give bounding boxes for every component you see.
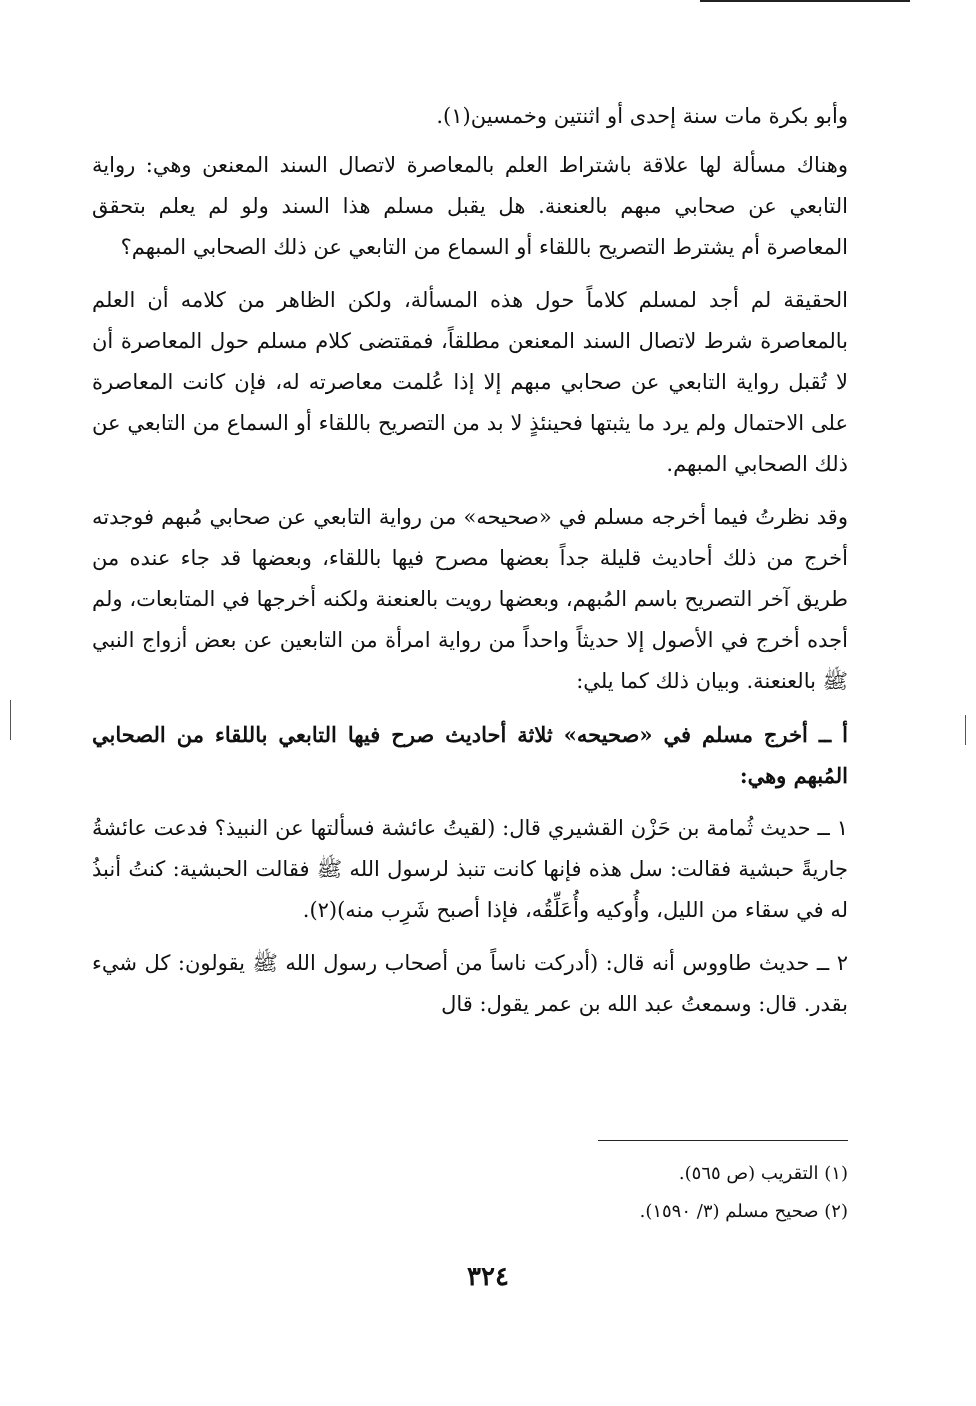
page-number: ٣٢٤ [467, 1262, 509, 1292]
paragraph-2: وهناك مسألة لها علاقة باشتراط العلم بالمعاصرة لاتصال السند المعنعن وهي: رواية التابعي عن صحابي مبهم بالعنعنة. هل يقبل مسلم هذا السند ولو لم يعلم بتحقق المعاصرة أم يشترط التصريح باللقاء أو السماع من التابعي عن ذلك الصحابي المبهم؟ [92, 153, 848, 259]
footnote-1: (١) التقريب (ص ٥٦٥). [678, 1163, 848, 1184]
section-heading-a: أ ــ أخرج مسلم في «صحيحه» ثلاثة أحاديث صرح فيها التابعي باللقاء من الصحابي المُبهم وهي: [92, 722, 848, 788]
paragraph-1: وأبو بكرة مات سنة إحدى أو اثنتين وخمسين(١). [436, 104, 848, 128]
paragraph-4: وقد نظرتُ فيما أخرجه مسلم في «صحيحه» من رواية التابعي عن صحابي مُبهم فوجدته أخرج من ذلك أحاديث قليلة جداً بعضها مصرح فيها باللقاء، وبعضها قد جاء عنده من طريق آخر التصريح باسم المُبهم، وبعضها رويت بالعنعنة ولكنه أخرجها في المتابعات، ولم أجده أخرج في الأصول إلا حديثاً واحداً من رواية امرأة من التابعين عن بعض أزواج النبي ﷺ بالعنعنة. وبيان ذلك كما يلي: [92, 505, 848, 693]
hadith-2: ٢ ــ حديث طاووس أنه قال: (أدركت ناساً من أصحاب رسول الله ﷺ يقولون: كل شيء بقدر. قال: وسمعتُ عبد الله بن عمر يقول: قال [92, 951, 848, 1016]
top-rule [700, 0, 910, 5]
footnote-2: (٢) صحيح مسلم (٣/ ١٥٩٠). [639, 1201, 848, 1222]
margin-mark [10, 700, 11, 740]
page-body [92, 96, 848, 1037]
paragraph-3: الحقيقة لم أجد لمسلم كلاماً حول هذه المسألة، ولكن الظاهر من كلامه أن العلم بالمعاصرة شرط لاتصال السند المعنعن مطلقاً، فمقتضى كلام مسلم حول المعاصرة أن لا تُقبل رواية التابعي عن صحابي مبهم إلا إذا عُلمت معاصرته له، فإن كانت المعاصرة على الاحتمال ولم يرد ما يثبتها فحينئذٍ لا بد من التصريح باللقاء أو السماع من التابعي عن ذلك الصحابي المبهم. [92, 288, 848, 476]
hadith-1: ١ ــ حديث ثُمامة بن حَزْن القشيري قال: (لقيتُ عائشة فسألتها عن النبيذ؟ فدعت عائشةُ جاريةً حبشية فقالت: سل هذه فإنها كانت تنبذ لرسول الله ﷺ فقالت الحبشية: كنتُ أنبذُ له في سقاء من الليل، وأُوكيه وأُعَلِّقُه، فإذا أصبح شَرِب منه)(٢). [92, 816, 848, 922]
margin-mark [965, 715, 966, 745]
footnotes [92, 1140, 848, 1231]
footnote-rule [598, 1140, 848, 1141]
